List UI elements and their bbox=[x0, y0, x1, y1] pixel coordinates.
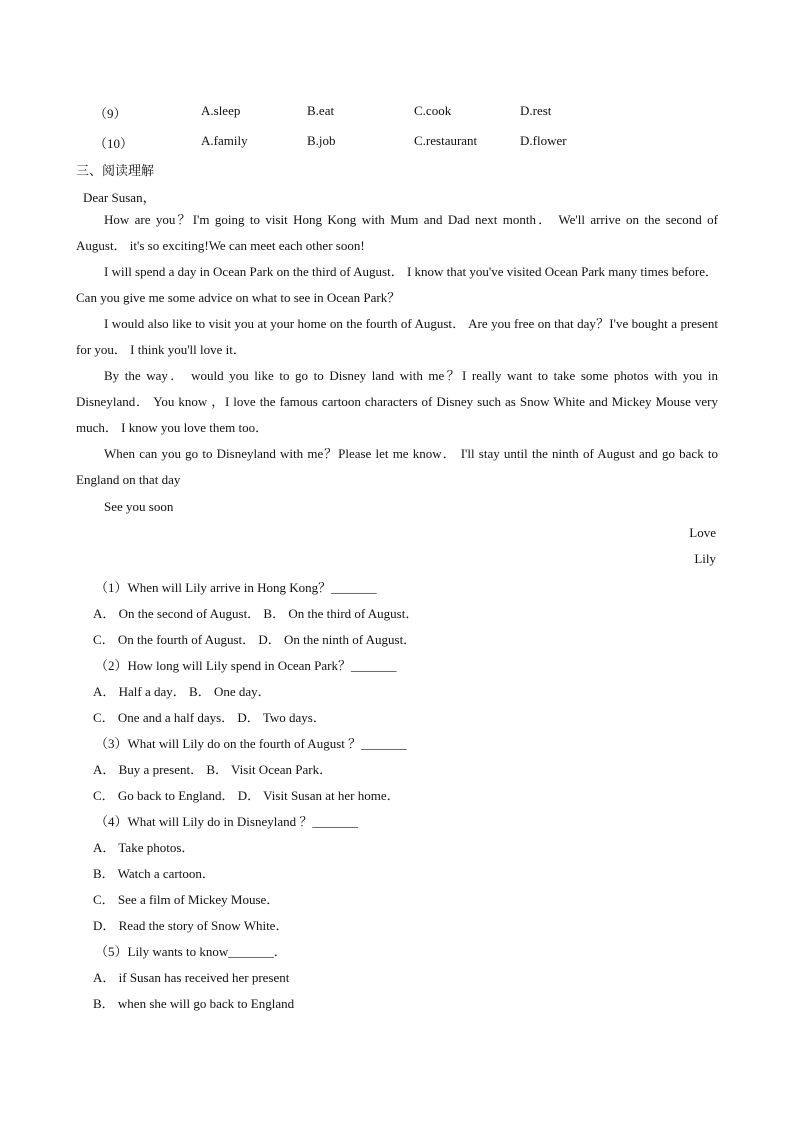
letter-paragraph-5: When can you go to Disneyland with me？Please let me know． I'll stay until the ninth of August and go back to England on that day bbox=[76, 446, 718, 487]
question-4-option-c: C． See a film of Mickey Mouse． bbox=[93, 892, 280, 907]
letter-closing: See you soon bbox=[104, 499, 174, 514]
question-4-option-b: B． Watch a cartoon． bbox=[93, 866, 215, 881]
question-4-option-d: D． Read the story of Snow White． bbox=[93, 918, 289, 933]
option-c: C.cook bbox=[414, 103, 452, 118]
question-2-options-ab: A． Half a day． B． One day． bbox=[93, 684, 271, 699]
question-1-options-cd: C． On the fourth of August． D． On the ninth of August． bbox=[93, 632, 417, 647]
question-1-options-ab: A． On the second of August． B． On the third of August． bbox=[93, 606, 419, 621]
letter-signature: Lily bbox=[694, 551, 716, 566]
letter-signoff: Love bbox=[689, 525, 716, 540]
question-4: （4）What will Lily do in Disneyland ？_______ bbox=[95, 814, 358, 829]
question-5-option-a: A． if Susan has received her present bbox=[93, 970, 290, 985]
question-2-options-cd: C． One and a half days． D． Two days． bbox=[93, 710, 326, 725]
letter-paragraph-3: I would also like to visit you at your home on the fourth of August． Are you free on that day？I've bought a present for you． I think you'll love it． bbox=[76, 316, 718, 357]
question-2: （2）How long will Lily spend in Ocean Park？_______ bbox=[95, 658, 397, 673]
question-1: （1）When will Lily arrive in Hong Kong？_______ bbox=[95, 580, 377, 595]
question-3: （3）What will Lily do on the fourth of August ？_______ bbox=[95, 736, 407, 751]
question-number: （10） bbox=[94, 136, 134, 151]
option-a: A.sleep bbox=[201, 103, 241, 118]
question-5: （5）Lily wants to know_______． bbox=[95, 944, 287, 959]
letter-paragraph-1: How are you？I'm going to visit Hong Kong with Mum and Dad next month． We'll arrive on the second of August． it's so exciting!We can meet each other soon! bbox=[76, 212, 718, 253]
question-3-options-ab: A． Buy a present． B． Visit Ocean Park． bbox=[93, 762, 333, 777]
option-c: C.restaurant bbox=[414, 133, 478, 148]
option-b: B.eat bbox=[307, 103, 335, 118]
option-b: B.job bbox=[307, 133, 336, 148]
question-4-option-a: A． Take photos． bbox=[93, 840, 195, 855]
question-number: （9） bbox=[94, 106, 127, 121]
section-heading: 三、阅读理解 bbox=[76, 164, 155, 179]
question-5-option-b: B． when she will go back to England bbox=[93, 996, 295, 1011]
letter-paragraph-2: I will spend a day in Ocean Park on the third of August． I know that you've visited Ocean Park many times before． Can you give me some advice on what to see in Ocean Park？ bbox=[76, 264, 718, 305]
letter-paragraph-4: By the way． would you like to go to Disney land with me？I really want to take some photos with you in Disneyland． You know ，I love the famous cartoon characters of Disney such as Snow White and Mickey Mouse very much． I know you love them too． bbox=[76, 368, 718, 435]
option-d: D.flower bbox=[520, 133, 567, 148]
letter-greeting: Dear Susan， bbox=[83, 190, 156, 205]
question-3-options-cd: C． Go back to England． D． Visit Susan at her home． bbox=[93, 788, 400, 803]
option-a: A.family bbox=[201, 133, 248, 148]
option-d: D.rest bbox=[520, 103, 552, 118]
